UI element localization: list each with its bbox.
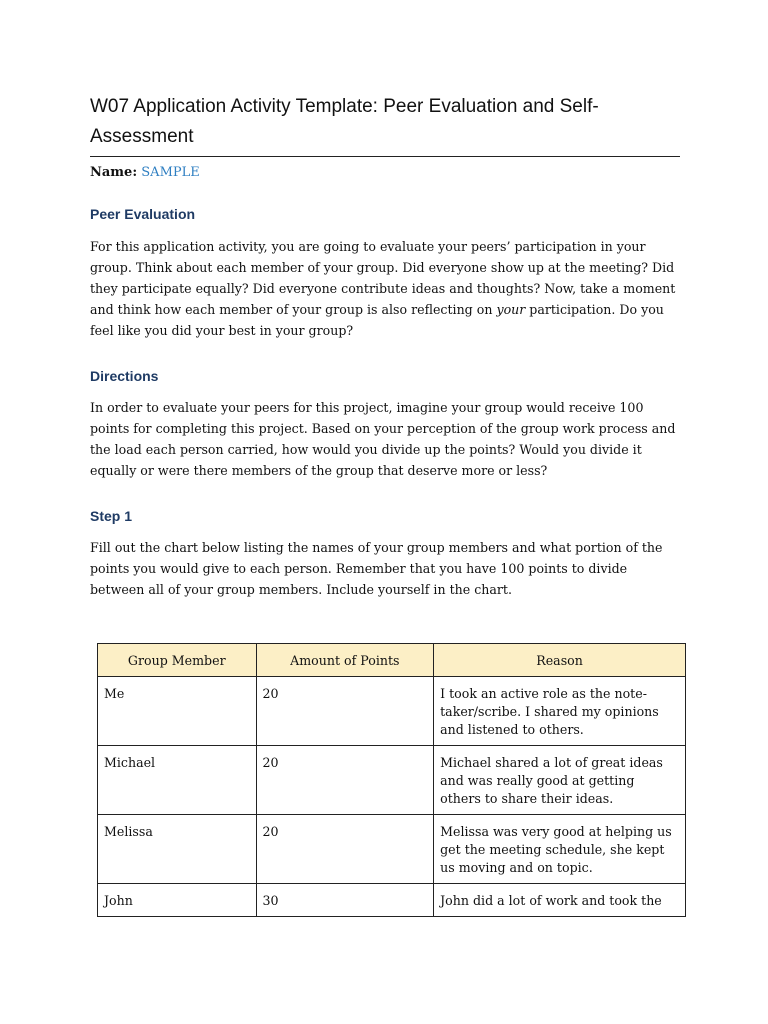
header-reason: Reason — [434, 644, 686, 677]
table-header-row — [98, 644, 686, 677]
cell-points: 20 — [256, 677, 434, 746]
directions-heading: Directions — [90, 368, 159, 384]
peer-evaluation-text-a: For this application activity, you are going to evaluate your peers’ participation in your group. Think about each member of your group. Did everyone show up at the meeting? Did they participate equally? Did everyone contribute ideas and thoughts? Now, take a moment and think how each member of your group is also reflecting on — [90, 239, 676, 317]
peer-evaluation-text-emphasis: your — [496, 302, 526, 317]
header-group-member: Group Member — [98, 644, 257, 677]
peer-evaluation-text-b: participation. Do you feel like you did your best in your group? — [90, 302, 664, 338]
step1-text: Fill out the chart below listing the names of your group members and what portion of the points you would give to each person. Remember that you have 100 points to divide between all of your group members. Include yourself in the chart. — [90, 540, 663, 597]
peer-evaluation-heading: Peer Evaluation — [90, 206, 196, 222]
name-line — [90, 163, 680, 183]
peer-evaluation-section — [90, 204, 680, 341]
directions-text: In order to evaluate your peers for this project, imagine your group would receive 100 points for completing this project. Based on your perception of the group work process and the load each person carried, how would you divide up the points? Would you divide it equally or were there members of the group that deserve more or less? — [90, 400, 676, 478]
name-value: SAMPLE — [141, 165, 200, 180]
cell-member: Michael — [98, 746, 257, 815]
cell-reason: Michael shared a lot of great ideas and was really good at getting others to share their ideas. — [434, 746, 686, 815]
cell-points: 20 — [256, 746, 434, 815]
document-page — [90, 0, 680, 597]
cell-member: John — [98, 884, 257, 917]
step1-section — [90, 506, 680, 600]
header-amount-of-points: Amount of Points — [256, 644, 434, 677]
directions-section — [90, 366, 680, 481]
cell-member: Me — [98, 677, 257, 746]
cell-points: 30 — [256, 884, 434, 917]
peer-evaluation-text — [90, 236, 680, 341]
table-row — [98, 884, 686, 917]
document-title: W07 Application Activity Template: Peer Evaluation and Self-Assessment — [90, 92, 680, 157]
step1-heading: Step 1 — [90, 508, 133, 524]
cell-points: 20 — [256, 815, 434, 884]
cell-reason: I took an active role as the note-taker/scribe. I shared my opinions and listened to others. — [434, 677, 686, 746]
points-table — [97, 643, 686, 917]
cell-reason: Melissa was very good at helping us get the meeting schedule, she kept us moving and on topic. — [434, 815, 686, 884]
table-row — [98, 677, 686, 746]
table-row — [98, 746, 686, 815]
table-row — [98, 815, 686, 884]
cell-member: Melissa — [98, 815, 257, 884]
cell-reason: John did a lot of work and took the — [434, 884, 686, 917]
name-label: Name: — [90, 165, 138, 180]
